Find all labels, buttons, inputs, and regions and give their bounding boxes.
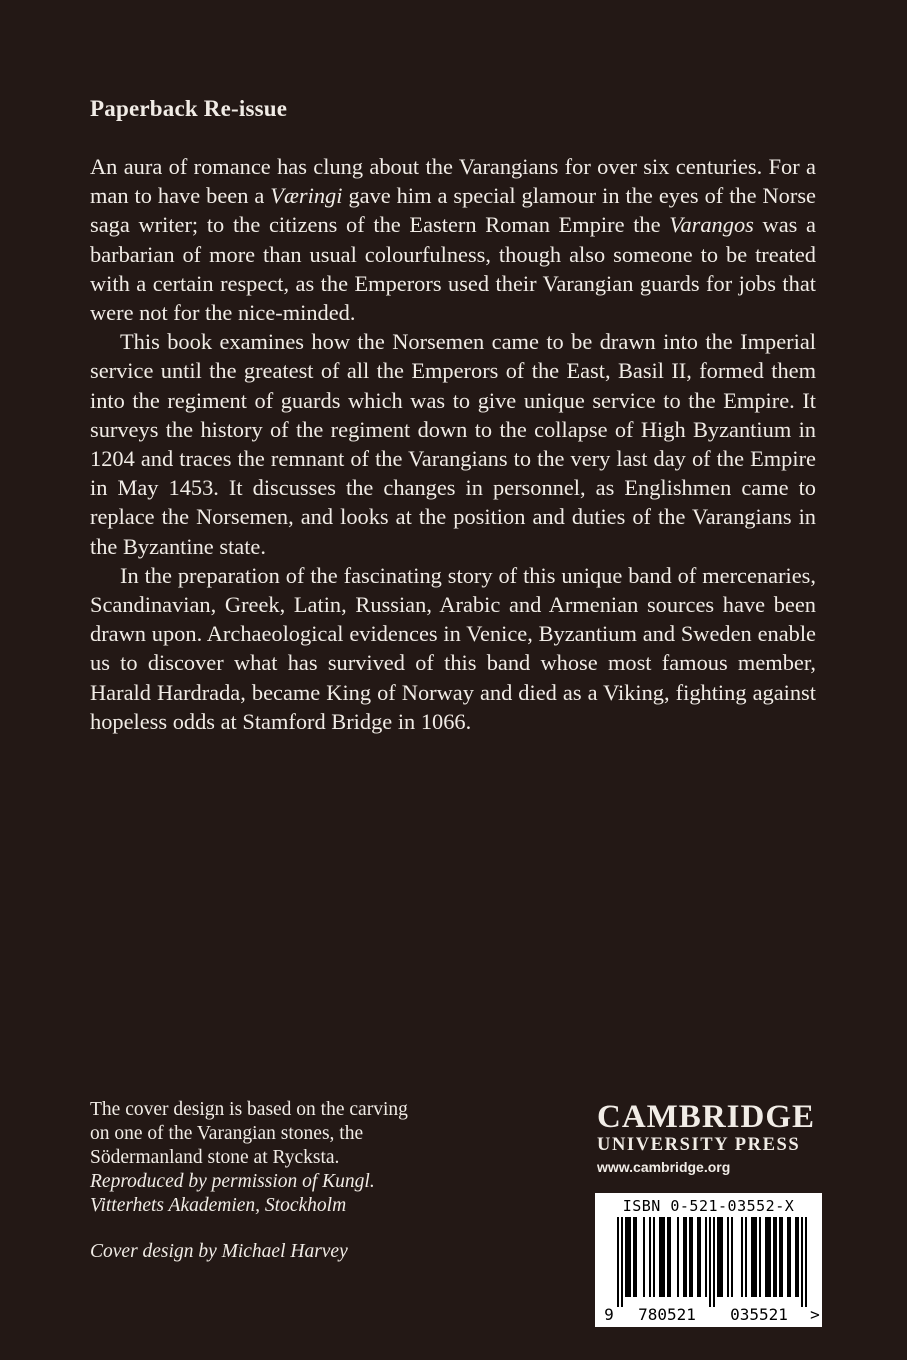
italic-term: Væringi <box>270 183 343 209</box>
barcode-bar <box>689 1217 691 1297</box>
isbn-label: ISBN 0-521-03552-X <box>622 1197 795 1215</box>
barcode-bar <box>677 1217 679 1297</box>
barcode-left-digits: 780521 <box>638 1305 696 1324</box>
cover-credits <box>90 1098 420 1264</box>
barcode-bar <box>801 1217 803 1307</box>
blurb-paragraph-2: This book examines how the Norsemen came to be drawn into the Imperial service until the greatest of all the Emperors of the East, Basil II, formed them into the regiment of guards which was to give unique service to the Empire. It surveys the history of the regiment down to the collapse of High Byzantium in 1204 and traces the remnant of the Varangians to the very last day of the Empire in May 1453. It discusses the changes in personnel, as Englishmen came to replace the Norsemen, and looks at the position and duties of the Varangians in the Byzantine state. <box>90 329 816 559</box>
barcode-bar <box>789 1217 791 1297</box>
barcode-bar <box>705 1217 707 1297</box>
barcode-bar <box>697 1217 699 1297</box>
barcode-bar <box>741 1217 743 1297</box>
barcode-bar <box>719 1217 721 1297</box>
barcode-bar <box>633 1217 635 1297</box>
barcode-bar <box>621 1217 623 1307</box>
barcode-bar <box>727 1217 729 1297</box>
barcode-bar <box>661 1217 663 1297</box>
publisher-url: www.cambridge.org <box>597 1159 731 1175</box>
barcode-bar <box>781 1217 783 1297</box>
barcode-bar <box>685 1217 687 1297</box>
barcode-bar <box>759 1217 761 1297</box>
text-run: was a barbarian of more than usual colourfulness, though also someone to be treated with a certain respect, as the Emperors used their Varangian guards for jobs that were not for the nice-minded. <box>90 212 816 326</box>
barcode-bar <box>805 1217 807 1307</box>
barcode-panel <box>595 1193 822 1327</box>
barcode-bar <box>649 1217 651 1297</box>
publisher-subtitle: UNIVERSITY PRESS <box>597 1135 801 1155</box>
barcode-bar <box>797 1217 799 1297</box>
barcode-lead-digit: 9 <box>604 1305 614 1324</box>
barcode-bar <box>683 1217 685 1297</box>
barcode-bar <box>721 1217 723 1297</box>
barcode-bar <box>643 1217 645 1297</box>
barcode-bar <box>635 1217 637 1297</box>
barcode-bar <box>659 1217 661 1297</box>
barcode-bar <box>795 1217 797 1297</box>
barcode-bar <box>751 1217 753 1297</box>
barcode-bar <box>775 1217 777 1297</box>
barcode-bar <box>653 1217 655 1297</box>
barcode-bar <box>617 1217 619 1307</box>
barcode-bar <box>773 1217 775 1297</box>
barcode-right-digits: 035521 <box>730 1305 788 1324</box>
barcode-bar <box>767 1217 769 1297</box>
barcode-bar <box>709 1217 711 1307</box>
barcode-bar <box>667 1217 669 1297</box>
italic-term: Varangos <box>669 212 754 238</box>
barcode-bar <box>779 1217 781 1297</box>
text-run: An aura of romance has clung about the Varangians for over six centuries. For a man to have been a <box>90 154 816 209</box>
barcode-bar <box>627 1217 629 1297</box>
barcode-bar <box>769 1217 771 1297</box>
barcode-bar <box>663 1217 665 1297</box>
blurb-paragraph-3: In the preparation of the fascinating story of this unique band of mercenaries, Scandinavian, Greek, Latin, Russian, Arabic and Armenian sources have been drawn upon. Archaeological evidences in Venice, Byzantium and Sweden enable us to discover what has survived of this band whose most famous member, Harald Hardrada, became King of Norway and died as a Viking, fighting against hopeless odds at Stamford Bridge in 1066. <box>90 562 816 734</box>
barcode-bar <box>787 1217 789 1297</box>
publisher-logo <box>597 1100 837 1178</box>
barcode-bar <box>713 1217 715 1307</box>
barcode-bar <box>731 1217 733 1297</box>
blurb-paragraph-1 <box>90 152 816 327</box>
barcode-graphic <box>595 1193 822 1327</box>
barcode-bar <box>629 1217 631 1297</box>
barcode-bar <box>625 1217 627 1297</box>
blurb-text <box>90 152 816 736</box>
barcode-end-mark: > <box>810 1305 820 1324</box>
barcode-bar <box>717 1217 719 1297</box>
permission-note: Reproduced by permission of Kungl. Vitterhets Akademien, Stockholm <box>90 1171 375 1216</box>
cover-designer: Cover design by Michael Harvey <box>90 1241 348 1262</box>
section-heading: Paperback Re-issue <box>90 96 288 121</box>
barcode-bar <box>765 1217 767 1297</box>
barcode-bar <box>755 1217 757 1297</box>
barcode-bar <box>745 1217 747 1297</box>
barcode-bar <box>699 1217 701 1297</box>
barcode-bar <box>691 1217 693 1297</box>
barcode-bar <box>669 1217 671 1297</box>
cover-note: The cover design is based on the carving on one of the Varangian stones, the Södermanland stone at Rycksta. <box>90 1099 408 1168</box>
barcode-bar <box>753 1217 755 1297</box>
publisher-name: CAMBRIDGE <box>597 1099 816 1135</box>
text-run: gave him a special glamour in the eyes of the Norse saga writer; to the citizens of the Eastern Roman Empire the <box>90 183 816 238</box>
